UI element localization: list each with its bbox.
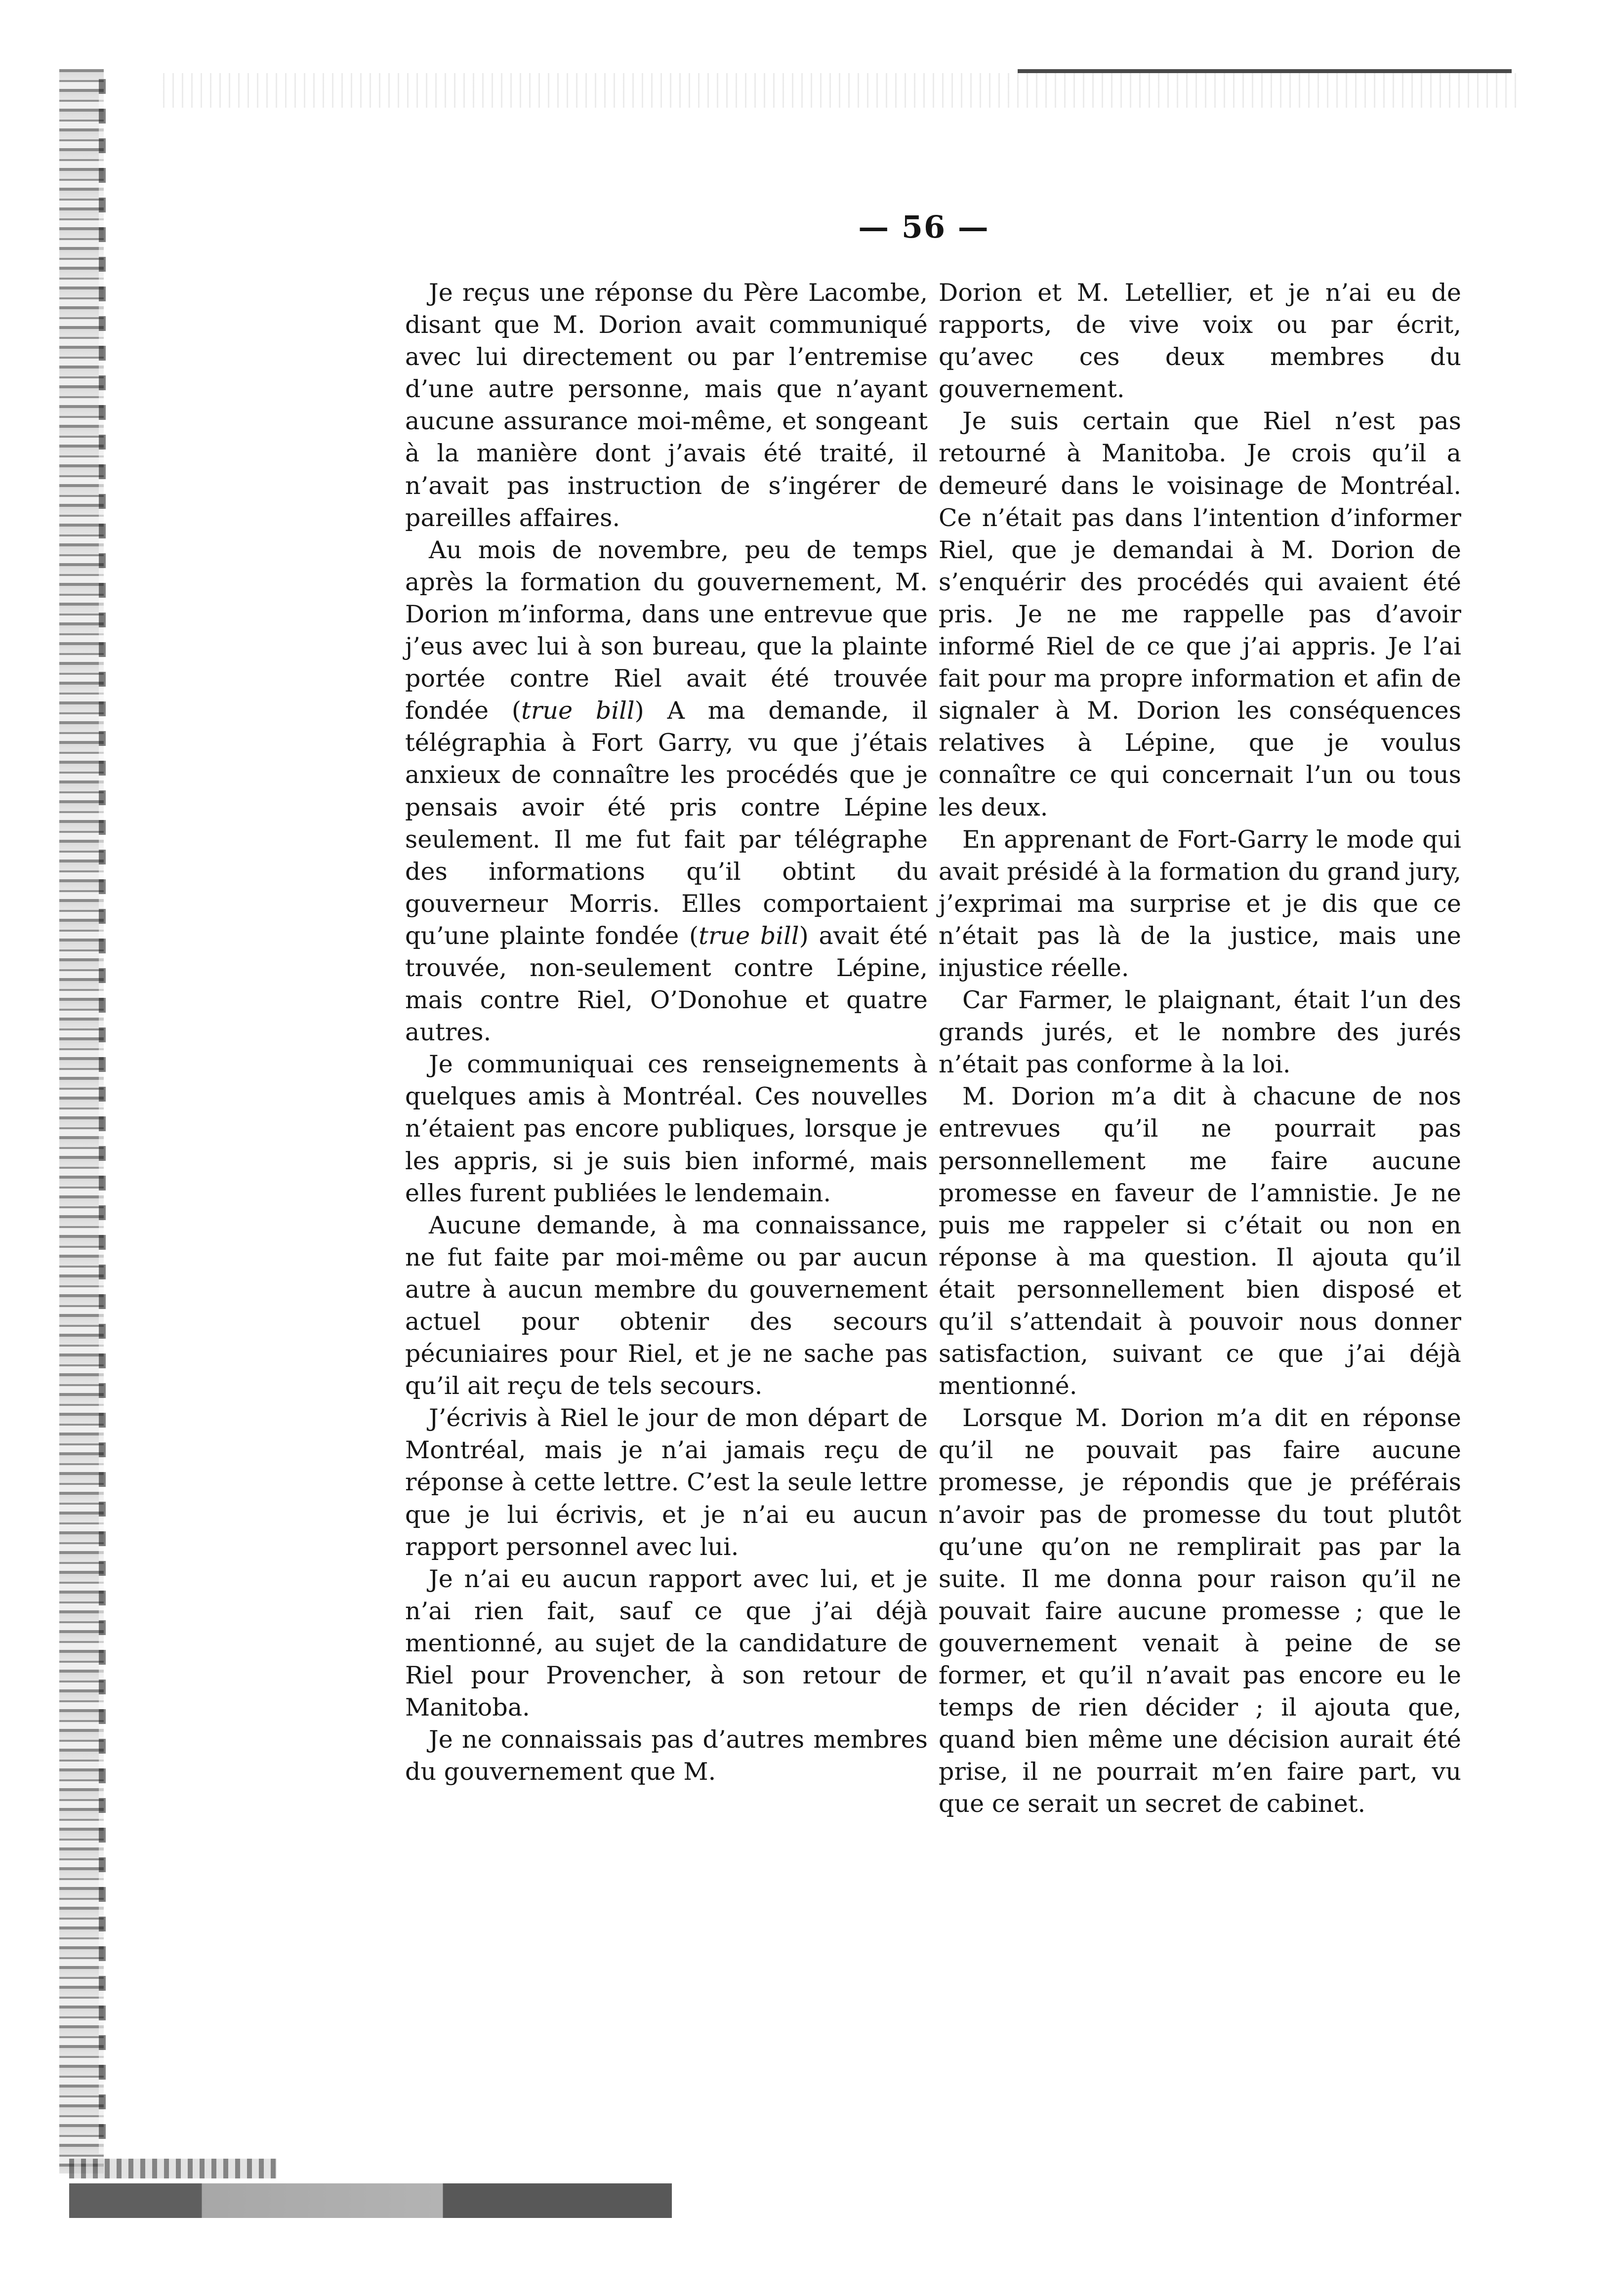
paragraph: En apprenant de Fort-Garry le mode qui avait présidé à la formation du grand jury, j’exprimai ma surprise et je dis que ce n’était pas là de la justice, mais une injustice réelle. — [939, 825, 1461, 982]
scan-binding-shadow — [99, 79, 106, 2154]
paragraph: Aucune demande, à ma connaissance, ne fut faite par moi-même ou par aucun autre à aucun membre du gouvernement actuel pour obtenir des secours pécuniaires pour Riel, et je ne sache pas qu’il ait reçu de tels secours. — [405, 1211, 928, 1400]
paragraph: Je communiquai ces renseignements à quelques amis à Montréal. Ces nouvelles n’étaient pas encore publiques, lorsque je les appris, si je suis bien informé, mais elles furent publiées le lendemain. — [405, 1050, 928, 1207]
paragraph-continuation: Dorion et M. Letellier, et je n’ai eu de rapports, de vive voix ou par écrit, qu’avec ces deux membres du gouvernement. — [939, 279, 1461, 404]
paragraph: Je n’ai eu aucun rapport avec lui, et je n’ai rien fait, sauf ce que j’ai déjà mentionné, au sujet de la candidature de Riel pour Provencher, à son retour de Manitoba. — [405, 1564, 928, 1722]
true-bill-term: true bill — [521, 697, 635, 725]
scan-top-rule — [1018, 69, 1512, 73]
scan-binding-edge — [59, 69, 104, 2173]
paragraph: M. Dorion m’a dit à chacune de nos entrevues qu’il ne pourrait pas personnellement me faire aucune promesse en faveur de l’amnistie. Je ne puis me rappeler si c’était ou non en réponse à ma question. Il ajouta qu’il était personnellement bien disposé et qu’il s’attendait à pouvoir nous donner satisfaction, suivant ce que j’ai déjà mentionné. — [939, 1082, 1461, 1400]
paragraph: Je ne connaissais pas d’autres membres du gouvernement que M. — [405, 1725, 928, 1786]
paragraph: Car Farmer, le plaignant, était l’un des grands jurés, et le nombre des jurés n’était pas conforme à la loi. — [939, 986, 1461, 1079]
scan-bottom-bar — [69, 2183, 672, 2218]
paragraph-text: ) A ma demande, il télégraphia à Fort Garry, vu que j’étais anxieux de connaître les procédés que je pensais avoir été pris contre Lépine seulement. Il me fut fait par télégraphe des informations qu’il obtint du gouverneur Morris. Elles comportaient qu’une plainte fondée ( — [405, 697, 928, 950]
scan-bottom-noise — [69, 2159, 277, 2178]
paragraph: J’écrivis à Riel le jour de mon départ de Montréal, mais je n’ai jamais reçu de réponse à cette lettre. C’est la seule lettre que je lui écrivis, et je n’ai eu aucun rapport personnel avec lui. — [405, 1404, 928, 1561]
paragraph-text: ) avait été trouvée, non-seulement contre Lépine, mais contre Riel, O’Donohue et quatre autres. — [405, 921, 928, 1047]
paragraph — [405, 534, 928, 1049]
true-bill-term: true bill — [699, 921, 799, 950]
scan-top-noise — [163, 73, 1517, 108]
paragraph: Je suis certain que Riel n’est pas retourné à Manitoba. Je crois qu’il a demeuré dans le voisinage de Montréal. Ce n’était pas dans l’intention d’informer Riel, que je demandai à M. Dorion de s’enquérir des procédés qui avaient été pris. Je ne me rappelle pas d’avoir informé Riel de ce que j’ai appris. Je l’ai fait pour ma propre information et afin de signaler à M. Dorion les conséquences relatives à Lépine, que je voulus connaître ce qui concernait l’un ou tous les deux. — [939, 407, 1461, 821]
paragraph-text: Au mois de novembre, peu de temps après la formation du gouvernement, M. Dorion m’informa, dans une entrevue que j’eus avec lui à son bureau, que la plainte portée contre Riel avait été trouvée fondée ( — [405, 535, 928, 725]
left-column — [405, 277, 928, 1788]
right-column — [939, 277, 1461, 1820]
page-number: — 56 — — [858, 209, 989, 245]
paragraph: Je reçus une réponse du Père Lacombe, disant que M. Dorion avait communiqué avec lui directement ou par l’entremise d’une autre personne, mais que n’ayant aucune assurance moi-même, et songeant à la manière dont j’avais été traité, il n’avait pas instruction de s’ingérer de pareilles affaires. — [405, 279, 928, 532]
paragraph: Lorsque M. Dorion m’a dit en réponse qu’il ne pouvait pas faire aucune promesse, je répondis que je préférais n’avoir pas de promesse du tout plutôt qu’une qu’on ne remplirait pas par la suite. Il me donna pour raison qu’il ne pouvait faire aucune promesse ; que le gouvernement venait à peine de se former, et qu’il n’avait pas encore eu le temps de rien décider ; il ajouta que, quand bien même une décision aurait été prise, il ne pourrait m’en faire part, vu que ce serait un secret de cabinet. — [939, 1404, 1461, 1818]
